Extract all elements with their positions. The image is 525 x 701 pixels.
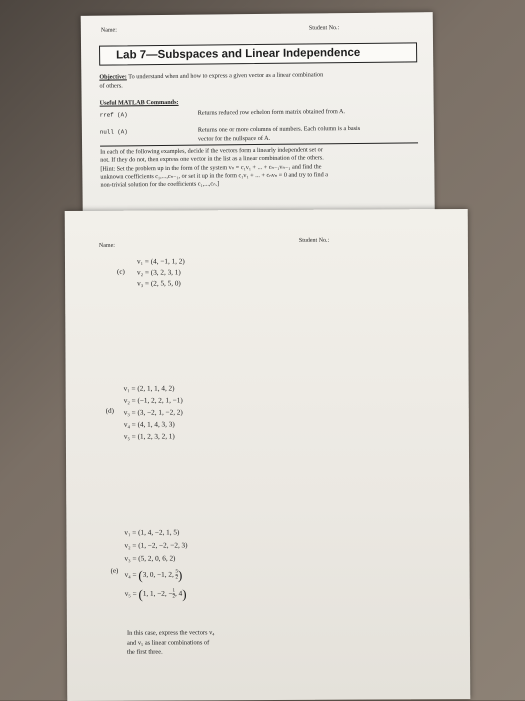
- fraction-numerator: 1: [172, 588, 175, 594]
- part-e-v1: v₁ = (1, 4, −2, 1, 5): [124, 528, 180, 537]
- part-e-note-line-3: the first three.: [127, 648, 163, 656]
- name-label: Name:: [100, 27, 117, 34]
- part-e-note-line-1: In this case, express the vectors v₄: [126, 629, 215, 637]
- name-label: Name:: [98, 242, 115, 249]
- objective-block: [99, 70, 419, 90]
- part-e-note-line-2: and v₅ as linear combinations of: [126, 638, 210, 647]
- part-d-v2: v₂ = (−1, 2, 2, 1, −1): [123, 396, 183, 405]
- part-d-label: (d): [105, 406, 114, 415]
- part-c-v1: v₁ = (4, −1, 1, 2): [136, 257, 185, 266]
- part-c-v3: v₃ = (2, 5, 5, 0): [137, 279, 181, 288]
- instructions-block: [100, 145, 425, 190]
- student-no-label: Student No.:: [308, 25, 340, 32]
- fraction-denominator: 2: [172, 594, 176, 600]
- part-c-vectors: [137, 256, 185, 289]
- part-e-v2: v₂ = (1, −2, −2, −2, 3): [124, 541, 188, 550]
- instructions-line-2: not. If they do not, then express one vector in the list as a linear combination of the others.: [100, 154, 324, 164]
- matlab-commands-heading: Useful MATLAB Commands:: [99, 98, 179, 107]
- part-e-note: [127, 628, 267, 657]
- cmd-rref-name: rref (A): [99, 111, 128, 119]
- objective-label: Objective:: [99, 73, 127, 81]
- open-paren: (: [138, 567, 143, 583]
- objective-text-2: of others.: [99, 81, 123, 90]
- close-paren: ): [182, 586, 187, 602]
- cmd-null-desc-line-2: vector for the nullspace of A.: [197, 134, 271, 143]
- fraction-numerator: 5: [175, 569, 179, 575]
- instructions-line-5: non-trivial solution for the coefficients c₁,...,cₙ.]: [100, 180, 220, 189]
- part-e-vectors: [124, 526, 187, 601]
- cmd-null-desc-line-1: Returns one or more columns of numbers. Each column is a basis: [197, 124, 361, 134]
- part-e-v5-tail: , 4: [174, 589, 183, 598]
- part-e-v4: [125, 568, 188, 581]
- close-paren: ): [177, 567, 183, 583]
- cmd-null-name: null (A): [99, 128, 128, 136]
- part-d-vectors: [124, 382, 183, 442]
- lab-title: Lab 7—Subspaces and Linear Independence: [99, 42, 417, 65]
- cmd-rref-desc: Returns reduced row echelon form matrix obtained from A.: [197, 108, 346, 117]
- fraction-denominator: 2: [175, 575, 179, 581]
- part-e-label: (e): [110, 566, 119, 575]
- instructions-line-1: In each of the following examples, decide if the vectors form a linearly independent set or: [100, 146, 323, 156]
- part-e-v5: [125, 588, 188, 601]
- cmd-null-desc: [198, 124, 423, 143]
- lab-sheet-page-2: [65, 209, 471, 701]
- part-c-label: (c): [117, 267, 125, 276]
- part-d-v5: v₅ = (1, 2, 3, 2, 1): [123, 432, 175, 441]
- instructions-line-3: [Hint: Set the problem up in the form of the system vₙ = c₁v₁ + ... + cₙ₋₁vₙ₋₁ and find the: [100, 162, 322, 173]
- part-e-v5-prefix: v₅ =: [124, 589, 139, 599]
- part-c-v2: v₂ = (3, 2, 3, 1): [137, 268, 181, 277]
- part-e-v4-body: 3, 0, −1, 2,: [142, 570, 176, 579]
- part-e-v4-prefix: v₄ =: [124, 570, 139, 579]
- part-d-v4: v₄ = (4, 1, 4, 3, 3): [123, 420, 175, 429]
- open-paren: (: [138, 586, 143, 602]
- objective-text-1: To understand when and how to express a given vector as a linear combination: [128, 71, 324, 81]
- part-d-v3: v₃ = (3, −2, 1, −2, 2): [123, 408, 183, 417]
- student-no-label: Student No.:: [298, 237, 330, 244]
- part-e-v5-body: 1, 1, −2, −: [142, 589, 173, 598]
- part-e-v3: v₃ = (5, 2, 0, 6, 2): [124, 554, 176, 563]
- part-d-v1: v₁ = (2, 1, 1, 4, 2): [123, 384, 175, 393]
- instructions-line-4: unknown coefficients c₁,...,cₙ₋₁, or set it up in the form c₁v₁ + ... + cₙvₙ = 0 and try to find a: [100, 171, 329, 181]
